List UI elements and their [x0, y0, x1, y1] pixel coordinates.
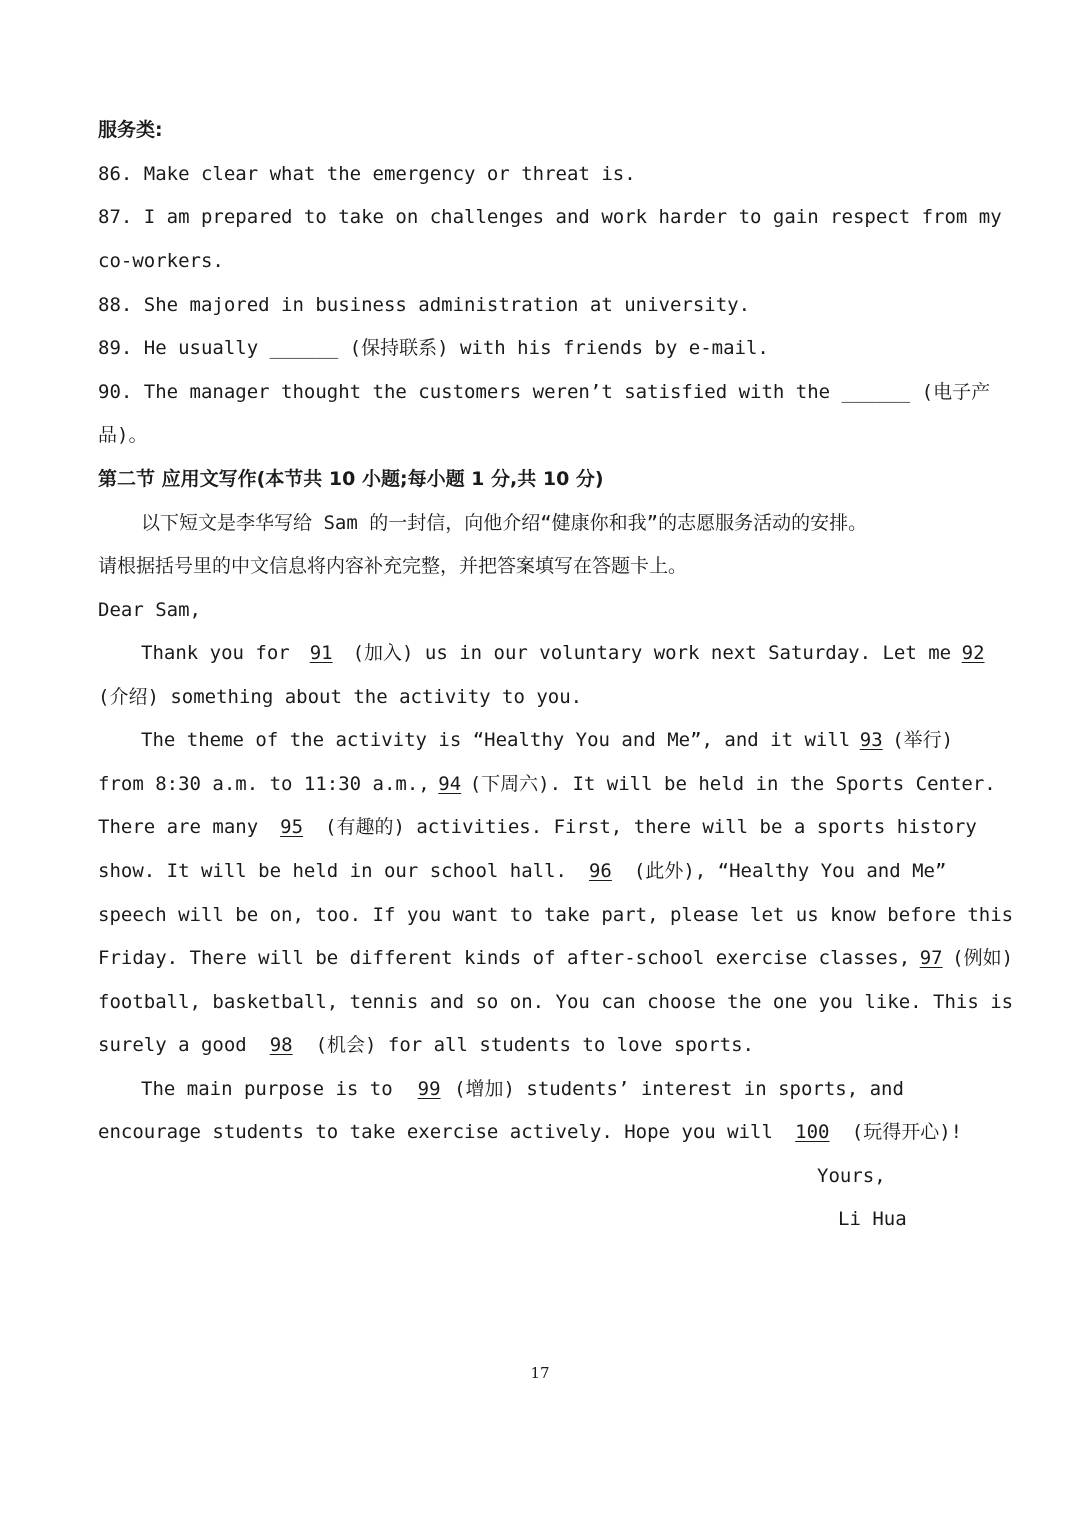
item-87-line2: co-workers. [98, 250, 224, 272]
blank-94: 94 [438, 773, 462, 795]
text: (加入) us in our voluntary work next Saturday. Let me [341, 642, 952, 664]
item-86: 86. Make clear what the emergency or threat is. [98, 163, 636, 185]
item-90 [98, 380, 991, 404]
text: The theme of the activity is “Healthy You and Me”, and it will [141, 729, 851, 751]
letter-p1-line1 [141, 641, 985, 665]
blank-98: 98 [269, 1034, 293, 1056]
text: (增加) students’ interest in sports, and [454, 1078, 904, 1100]
letter-p2-line5: speech will be on, too. If you want to take part, please let us know before this [98, 904, 1014, 926]
text: (此外), “Healthy You and Me” [622, 860, 947, 882]
item-89-text: 89. He usually [98, 337, 270, 359]
text: from 8:30 a.m. to 11:30 a.m., [98, 773, 430, 795]
letter-p3-line2 [98, 1120, 988, 1144]
text: show. It will be held in our school hall. [98, 860, 579, 882]
page-number: 17 [530, 1364, 550, 1382]
section-heading-service: 服务类: [98, 119, 163, 141]
letter-p2-line8 [98, 1033, 988, 1057]
letter-closing: Yours, [817, 1165, 886, 1187]
letter-p2-line6 [98, 946, 1014, 970]
blank-96: 96 [588, 860, 612, 882]
letter-p2-line4 [98, 859, 988, 883]
text: (机会) for all students to love sports. [304, 1034, 754, 1056]
letter-p2-line7: football, basketball, tennis and so on. You can choose the one you like. This is [98, 991, 1014, 1013]
instruction-line1: 以下短文是李华写给 Sam 的一封信，向他介绍“健康你和我”的志愿服务活动的安排。 [141, 512, 868, 534]
letter-salutation: Dear Sam, [98, 599, 201, 621]
blank-95: 95 [280, 816, 304, 838]
text: (下周六). It will be held in the Sports Center. [469, 773, 996, 795]
letter-signature: Li Hua [838, 1208, 907, 1230]
section-2-title: 第二节 应用文写作(本节共 10 小题;每小题 1 分,共 10 分) [98, 468, 604, 490]
item-90-hint: (电子产 [910, 381, 991, 403]
text: Friday. There will be different kinds of after-school exercise classes, [98, 947, 911, 969]
item-90-line2: 品)。 [98, 424, 148, 446]
letter-p2-line2 [98, 772, 996, 796]
item-89-blank: ______ [269, 337, 339, 359]
text: (举行) [892, 729, 954, 751]
item-89 [98, 336, 988, 360]
blank-91: 91 [309, 642, 333, 664]
blank-92: 92 [961, 642, 985, 664]
text: (例如) [952, 947, 1014, 969]
letter-p2-line3 [98, 815, 988, 839]
item-87-line1: 87. I am prepared to take on challenges and work harder to gain respect from my [98, 206, 1002, 228]
text: (玩得开心)! [840, 1121, 963, 1143]
blank-100: 100 [795, 1121, 830, 1143]
letter-p1-line2: (介绍) something about the activity to you. [98, 686, 583, 708]
instruction-line2: 请根据括号里的中文信息将内容补充完整，并把答案填写在答题卡上。 [98, 555, 688, 577]
letter-p2-line1 [141, 728, 981, 752]
blank-93: 93 [859, 729, 883, 751]
text: surely a good [98, 1034, 259, 1056]
text: (有趣的) activities. First, there will be a sports history [313, 816, 977, 838]
item-90-blank: ______ [841, 381, 911, 403]
text: Thank you for [141, 642, 302, 664]
text: There are many [98, 816, 270, 838]
item-89-hint: (保持联系) with his friends by e-mail. [338, 337, 769, 359]
letter-p3-line1 [141, 1077, 961, 1101]
text: The main purpose is to [141, 1078, 405, 1100]
item-90-text: 90. The manager thought the customers weren’t satisfied with the [98, 381, 842, 403]
blank-97: 97 [919, 947, 943, 969]
text: encourage students to take exercise actively. Hope you will [98, 1121, 785, 1143]
item-88: 88. She majored in business administration at university. [98, 294, 751, 316]
blank-99: 99 [417, 1078, 441, 1100]
